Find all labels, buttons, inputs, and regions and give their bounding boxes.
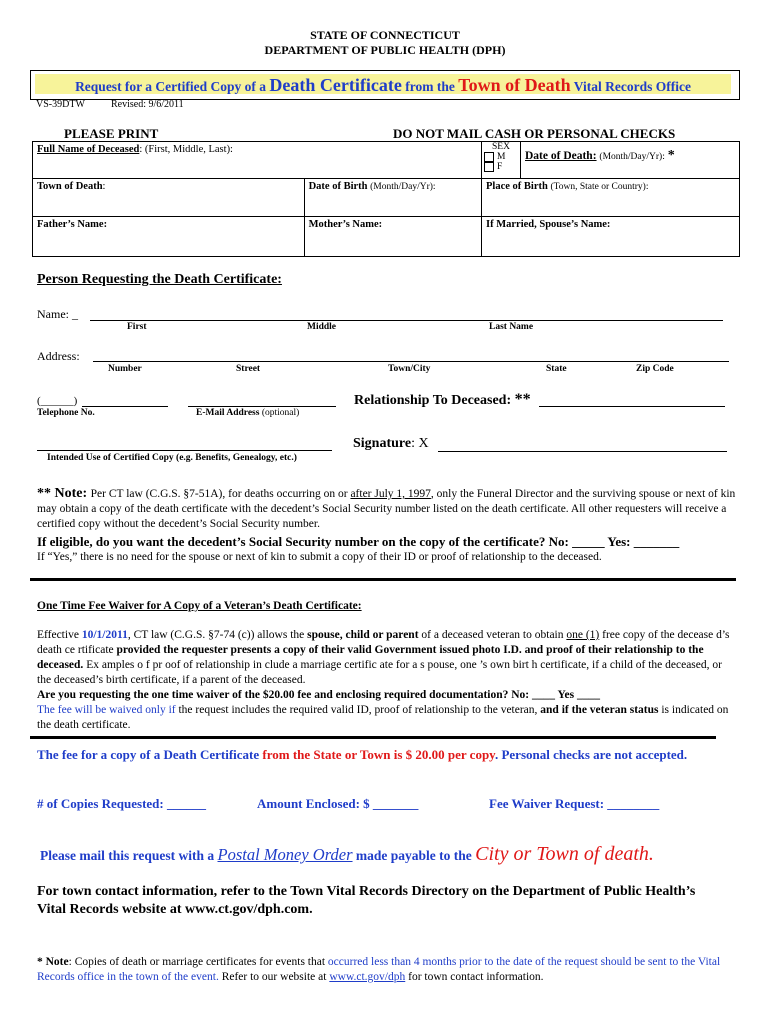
spouse-label: If Married, Spouse’s Name: xyxy=(486,219,611,230)
please-print: PLEASE PRINT xyxy=(64,126,159,141)
department-header: DEPARTMENT OF PUBLIC HEALTH (DPH) xyxy=(264,43,506,57)
title-part-3: from the xyxy=(401,79,459,94)
dob-label: Date of Birth xyxy=(308,181,368,192)
address-input-line[interactable] xyxy=(93,361,729,362)
fee-notice xyxy=(37,747,717,763)
sex-cell xyxy=(482,142,521,179)
footnote xyxy=(37,955,737,985)
fullname-hint: : (First, Middle, Last): xyxy=(139,144,233,155)
zip-label: Zip Code xyxy=(636,364,674,374)
mother-label: Mother’s Name: xyxy=(308,219,383,230)
first-label: First xyxy=(127,322,147,332)
vet-status: and if the veteran status xyxy=(540,704,659,716)
fullname-cell[interactable] xyxy=(33,142,482,179)
no-cash-notice: DO NOT MAIL CASH OR PERSONAL CHECKS xyxy=(393,126,676,141)
middle-label: Middle xyxy=(307,322,337,332)
requester-heading: Person Requesting the Death Certificate: xyxy=(37,272,282,287)
relationship-label: Relationship To Deceased: xyxy=(354,393,515,408)
footnote-text-2: occurred less than 4 months prior to the date of the request should be sent to the Vital Records office in the town of the event. xyxy=(37,956,721,983)
date-of-death-cell[interactable] xyxy=(521,142,740,179)
email-optional: (optional) xyxy=(259,408,300,418)
fullname-label: Full Name of Deceased xyxy=(37,144,140,155)
title-box xyxy=(30,70,740,100)
email-label: E-Mail Address xyxy=(196,408,260,418)
vet-date: 10/1/2011 xyxy=(81,629,128,641)
footnote-star: * xyxy=(37,956,46,968)
sex-f-checkbox[interactable] xyxy=(484,162,494,172)
divider-1 xyxy=(30,578,736,581)
phone-area-code: (______) xyxy=(37,395,78,407)
town-of-death-cell[interactable] xyxy=(33,179,305,217)
last-name-label: Last Name xyxy=(489,322,534,332)
state-label: State xyxy=(546,364,567,374)
signature-label-group xyxy=(353,436,429,452)
note-text-2: , only the Funeral Director and the surviving spouse or next of kin may obtain a copy of the death certificate with the decedent’s Social Security number listed on the death certificate. All other requesters will receive a certified copy without the decedent’s Social Security number. xyxy=(37,488,736,530)
dob-cell[interactable] xyxy=(304,179,481,217)
father-cell[interactable] xyxy=(33,217,305,257)
dod-label: Date of Death: xyxy=(525,150,597,162)
sex-m-checkbox[interactable] xyxy=(484,152,494,162)
vet-text-3: free copy of the decease d’s death ce rtificate xyxy=(37,629,730,656)
vet-text-1: , CT law (C.G.S. §7-74 (c)) allows the xyxy=(127,629,308,641)
title-part-1: Request for a Certified Copy of a xyxy=(75,79,270,94)
fee-waiver-field[interactable]: Fee Waiver Request: ________ xyxy=(489,796,660,811)
intended-use-input-line[interactable] xyxy=(37,450,332,451)
footnote-text-4: for town contact information. xyxy=(405,971,544,983)
name-label: Name: _ xyxy=(37,307,78,321)
title-town-of-death: Town of Death xyxy=(458,75,571,95)
street-label: Street xyxy=(236,364,261,374)
ssn-question[interactable]: If eligible, do you want the decedent’s Social Security number on the copy of the certificate? No: _____ Yes: _______ xyxy=(37,534,680,549)
vet-who: spouse, child or parent xyxy=(307,629,419,641)
contact-info: For town contact information, refer to the Town Vital Records Directory on the Department of Public Health’s Vital Records website at www.ct.gov/dph.com. xyxy=(37,884,696,917)
phone-input-line[interactable] xyxy=(82,406,168,407)
town-city-label: Town/City xyxy=(388,364,431,374)
note-text-1: Per CT law (C.G.S. §7-51A), for deaths occurring on or xyxy=(90,488,351,500)
footnote-link[interactable]: www.ct.gov/dph xyxy=(329,971,406,983)
veteran-heading: One Time Fee Waiver for A Copy of a Veteran’s Death Certificate: xyxy=(37,600,362,612)
mail-city-or-town: City or Town of death. xyxy=(475,843,654,865)
pob-cell[interactable] xyxy=(482,179,740,217)
ssn-yes-note: If “Yes,” there is no need for the spouse or next of kin to submit a copy of their ID or proof of relationship to the deceased. xyxy=(37,551,602,563)
note-stars: ** Note: xyxy=(37,486,91,501)
signature-x: : X xyxy=(411,436,429,451)
fee-text-2: from the State or Town is $ 20.00 per copy xyxy=(262,747,495,762)
mail-text-1: Please mail this request with a xyxy=(40,848,218,863)
sex-m-label: M xyxy=(497,152,506,163)
sex-label: SEX xyxy=(492,142,510,152)
intended-use-label: Intended Use of Certified Copy (e.g. Benefits, Genealogy, etc.) xyxy=(47,453,297,463)
pob-hint: (Town, State or Country): xyxy=(550,182,649,192)
email-label-group xyxy=(196,408,299,418)
vet-waived: The fee will be waived only if xyxy=(37,704,176,716)
note-date: after July 1, 1997 xyxy=(350,488,431,500)
footnote-note-label: Note xyxy=(45,956,69,968)
footnote-text-3: Refer to our website at xyxy=(218,971,330,983)
mail-money-order: Postal Money Order xyxy=(217,845,353,864)
relationship-label-group xyxy=(354,391,531,409)
state-header: STATE OF CONNECTICUT xyxy=(310,28,460,42)
vet-effective: Effective xyxy=(37,629,82,641)
relationship-input-line[interactable] xyxy=(539,406,725,407)
sex-f-label: F xyxy=(497,162,503,173)
ssn-note xyxy=(37,486,737,532)
dod-hint: (Month/Day/Yr): xyxy=(599,152,665,162)
dod-star: * xyxy=(667,148,675,163)
pob-label: Place of Birth xyxy=(486,181,548,192)
email-input-line[interactable] xyxy=(188,406,336,407)
phone-label: Telephone No. xyxy=(37,408,95,418)
vet-one: one (1) xyxy=(566,629,600,641)
vet-text-5: the request includes the required valid ID, proof of relationship to the veteran, xyxy=(175,704,541,716)
vet-question[interactable]: Are you requesting the one time waiver of the $20.00 fee and enclosing required documentation? No: ____ Yes ____ xyxy=(37,689,600,701)
town-label: Town of Death xyxy=(37,181,103,192)
amount-enclosed-field[interactable]: Amount Enclosed: $ _______ xyxy=(257,796,419,811)
number-label: Number xyxy=(108,364,142,374)
signature-label: Signature xyxy=(353,436,412,451)
address-label: Address: xyxy=(37,349,80,363)
town-colon: : xyxy=(102,181,106,192)
revised-date: Revised: 9/6/2011 xyxy=(111,99,184,110)
title-part-5: Vital Records Office xyxy=(570,79,691,94)
signature-input-line[interactable] xyxy=(438,451,727,452)
spouse-cell[interactable] xyxy=(482,217,740,257)
divider-2 xyxy=(30,736,716,739)
vet-text-6: is indicated on the death certificate. xyxy=(37,704,729,731)
deceased-info-table xyxy=(32,141,740,257)
vet-text-4: Ex amples o f pr oof of relationship in clude a marriage certific ate for a s pouse, one ’s own birt h certificate, if a child of the deceased, or the deceased’s birth certificate, if a parent of the deceased. xyxy=(37,659,722,686)
title-death-certificate: Death Certificate xyxy=(269,75,402,95)
veteran-body xyxy=(37,628,735,733)
mail-instruction xyxy=(40,843,654,866)
mother-cell[interactable] xyxy=(304,217,481,257)
dob-hint: (Month/Day/Yr): xyxy=(370,182,436,192)
relationship-star: ** xyxy=(514,391,531,408)
form-number: VS-39DTW xyxy=(36,99,85,110)
footnote-text-1: : Copies of death or marriage certificates for events that xyxy=(68,956,328,968)
father-label: Father’s Name: xyxy=(37,219,108,230)
fee-text-3: . Personal checks are not accepted. xyxy=(494,747,688,762)
form-title xyxy=(35,75,731,96)
vet-provided: provided the requester presents a copy of their valid Government issued photo I.D. and proof of their relationship to the deceased. xyxy=(37,644,704,671)
fee-text-1: The fee for a copy of a Death Certificate xyxy=(37,747,263,762)
mail-text-3: made payable to the xyxy=(352,848,476,863)
copies-requested-field[interactable]: # of Copies Requested: ______ xyxy=(37,796,206,811)
name-input-line[interactable] xyxy=(90,320,723,321)
vet-text-2: of a deceased veteran to obtain xyxy=(418,629,567,641)
